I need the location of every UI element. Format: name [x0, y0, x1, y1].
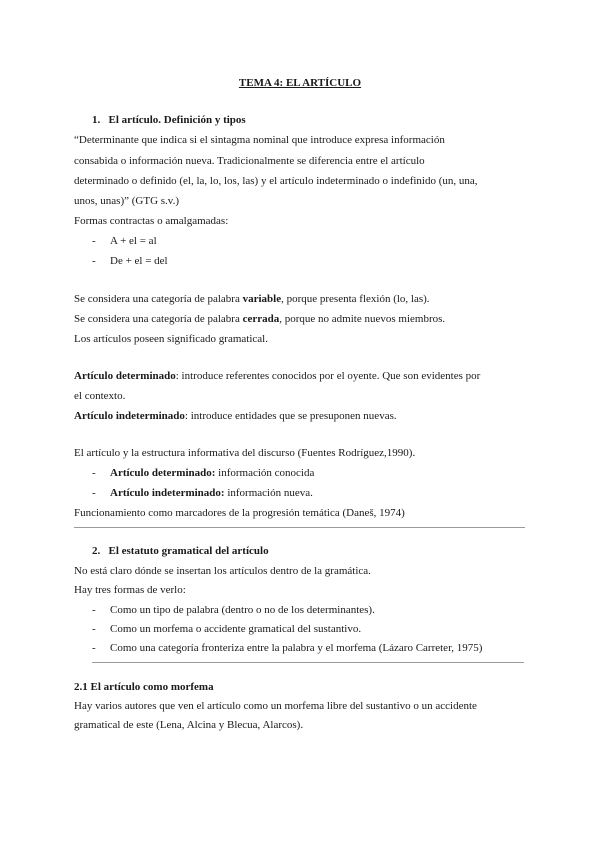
indeterminado-bold: Artículo indeterminado — [74, 410, 185, 422]
determinado-text: : introduce referentes conocidos por el oyente. Que son evidentes por — [175, 370, 481, 382]
info-bullet-1-bold: Artículo determinado: — [110, 467, 216, 479]
section-2-heading — [92, 544, 269, 558]
contract-text-2: De + el = del — [110, 255, 168, 267]
dash-bullet: - — [92, 623, 96, 635]
section-21-p1: Hay varios autores que ven el artículo como un morfema libre del sustantivo o un accidente — [74, 700, 477, 712]
determinado-bold: Artículo determinado — [74, 370, 176, 382]
list-item-text: Como un tipo de palabra (dentro o no de los determinantes). — [110, 604, 375, 616]
section-2-p2: Hay tres formas de verlo: — [74, 584, 186, 596]
dash-bullet: - — [92, 235, 96, 247]
contract-text-1: A + el = al — [110, 235, 157, 247]
list-item-text: Como una categoría fronteriza entre la palabra y el morfema (Lázaro Carreter, 1975) — [110, 642, 483, 654]
quote-line-4: unos, unas)” (GTG s.v.) — [74, 195, 179, 207]
variable-line — [74, 292, 430, 306]
cerrada-post: , porque no admite nuevos miembros. — [279, 313, 446, 325]
info-bullet-2-text: información nueva. — [224, 487, 313, 499]
section-2-number: 2. — [92, 545, 101, 557]
section-1-title: El artículo. Definición y tipos — [108, 114, 246, 126]
indeterminado-text: : introduce entidades que se presuponen nuevas. — [184, 410, 397, 422]
contract-item-2 — [92, 254, 168, 268]
section-21-heading — [74, 680, 214, 694]
quote-line-2: consabida o información nueva. Tradicionalmente se diferencia entre el artículo — [74, 155, 425, 167]
section-1-heading — [92, 113, 246, 127]
cerrada-bold: cerrada — [242, 313, 280, 325]
func-line: Funcionamiento como marcadores de la progresión temática (Daneš, 1974) — [74, 507, 405, 519]
list-item-text: Como un morfema o accidente gramatical del sustantivo. — [110, 623, 362, 635]
divider-2 — [92, 662, 524, 663]
contract-item-1 — [92, 234, 157, 248]
variable-bold: variable — [242, 293, 282, 305]
list-item — [92, 641, 482, 655]
page-title: TEMA 4: EL ARTÍCULO — [238, 77, 362, 89]
gram-line: Los artículos poseen significado gramatical. — [74, 333, 268, 345]
quote-line-1: “Determinante que indica si el sintagma nominal que introduce expresa información — [74, 134, 445, 146]
dash-bullet: - — [92, 487, 96, 499]
contract-label: Formas contractas o amalgamadas: — [74, 215, 229, 227]
section-2-p1: No está claro dónde se insertan los artículos dentro de la gramática. — [74, 565, 371, 577]
indeterminado-line — [74, 409, 397, 423]
divider-1 — [74, 527, 525, 528]
determinado-line — [74, 369, 480, 383]
section-1-number: 1. — [92, 114, 101, 126]
dash-bullet: - — [92, 255, 96, 267]
cerrada-line — [74, 312, 445, 326]
cerrada-pre: Se considera una categoría de palabra — [74, 313, 243, 325]
section-21-title: 2.1 El artículo como morfema — [74, 681, 214, 693]
quote-line-3: determinado o definido (el, la, lo, los, las) y el artículo indeterminado o indefinido (un, una, — [74, 175, 478, 187]
info-bullet-1 — [92, 466, 314, 480]
info-bullet-2 — [92, 486, 313, 500]
variable-post: , porque presenta flexión (lo, las). — [281, 293, 430, 305]
section-21-p2: gramatical de este (Lena, Alcina y Blecua, Alarcos). — [74, 719, 304, 731]
info-bullet-1-text: información conocida — [215, 467, 315, 479]
variable-pre: Se considera una categoría de palabra — [74, 293, 243, 305]
info-line: El artículo y la estructura informativa del discurso (Fuentes Rodríguez,1990). — [74, 447, 416, 459]
list-item — [92, 622, 361, 636]
determinado-line-2: el contexto. — [74, 390, 126, 402]
dash-bullet: - — [92, 467, 96, 479]
dash-bullet: - — [92, 604, 96, 616]
dash-bullet: - — [92, 642, 96, 654]
list-item — [92, 603, 375, 617]
info-bullet-2-bold: Artículo indeterminado: — [110, 487, 225, 499]
section-2-title: El estatuto gramatical del artículo — [108, 545, 269, 557]
